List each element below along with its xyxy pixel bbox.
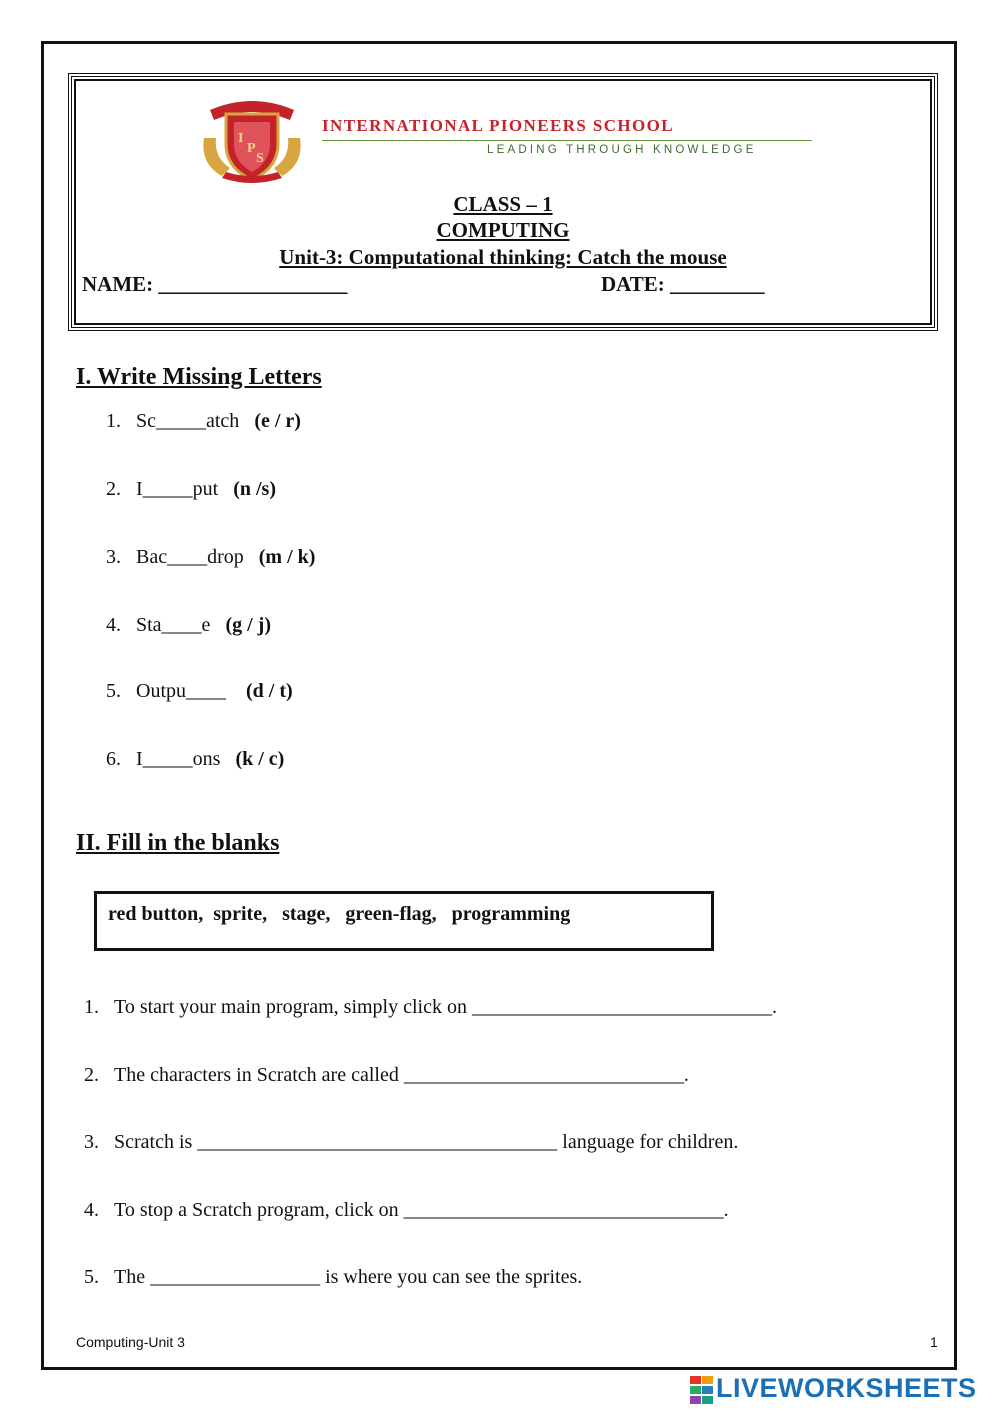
footer-page-number: 1	[930, 1334, 938, 1350]
svg-text:I: I	[238, 131, 244, 146]
school-name: INTERNATIONAL PIONEERS SCHOOL	[322, 116, 675, 135]
item-word: I_____ons	[136, 748, 221, 770]
item-options: (e / r)	[254, 410, 301, 432]
item-sentence: The characters in Scratch are called ____________________________.	[114, 1064, 689, 1086]
item-sentence: To start your main program, simply click on ______________________________.	[114, 996, 777, 1018]
item-word: Bac____drop	[136, 546, 244, 568]
missing-letter-item	[106, 614, 271, 637]
item-number: 5.	[106, 680, 121, 702]
unit-heading: Unit-3: Computational thinking: Catch the mouse	[279, 245, 727, 269]
item-sentence: Scratch is ____________________________________ language for children.	[114, 1131, 739, 1153]
item-options: (n /s)	[233, 478, 277, 500]
fill-blank-item	[84, 1131, 738, 1154]
missing-letter-item	[106, 680, 293, 703]
item-word: Sta____e	[136, 614, 211, 636]
missing-letter-item	[106, 410, 301, 433]
school-crest-logo	[200, 94, 304, 186]
missing-letter-item	[106, 478, 276, 501]
svg-text:S: S	[256, 151, 264, 166]
item-options: (k / c)	[235, 748, 285, 770]
item-number: 2.	[106, 478, 121, 500]
item-word: Outpu____	[136, 680, 226, 702]
class-heading: CLASS – 1	[453, 192, 553, 216]
item-word: Sc_____atch	[136, 410, 240, 432]
subject-heading: COMPUTING	[436, 218, 570, 242]
word-bank: red button, sprite, stage, green-flag, programming	[108, 903, 571, 925]
name-field: NAME: __________________	[82, 272, 348, 296]
footer-unit-label: Computing-Unit 3	[76, 1334, 185, 1350]
item-number: 1.	[84, 996, 99, 1018]
item-number: 3.	[84, 1131, 99, 1153]
item-sentence: The _________________ is where you can see the sprites.	[114, 1266, 583, 1288]
item-number: 1.	[106, 410, 121, 432]
item-options: (g / j)	[225, 614, 271, 636]
item-number: 4.	[84, 1199, 99, 1221]
fill-blank-item	[84, 1266, 582, 1289]
school-name-divider	[322, 140, 812, 141]
item-number: 4.	[106, 614, 121, 636]
missing-letter-item	[106, 546, 315, 569]
liveworksheets-logo-icon	[690, 1376, 714, 1404]
liveworksheets-watermark[interactable]: LIVEWORKSHEETS	[716, 1373, 977, 1403]
item-number: 6.	[106, 748, 121, 770]
date-field: DATE: _________	[601, 272, 765, 296]
item-number: 2.	[84, 1064, 99, 1086]
fill-blank-item	[84, 1064, 689, 1087]
fill-blank-item	[84, 1199, 729, 1222]
item-word: I_____put	[136, 478, 219, 500]
missing-letter-item	[106, 748, 284, 771]
section-2-title: II. Fill in the blanks	[76, 830, 280, 856]
school-tagline: LEADING THROUGH KNOWLEDGE	[487, 144, 757, 156]
section-1-title: I. Write Missing Letters	[76, 364, 322, 390]
svg-text:P: P	[247, 141, 256, 156]
item-sentence: To stop a Scratch program, click on ________________________________.	[114, 1199, 729, 1221]
item-number: 3.	[106, 546, 121, 568]
item-options: (d / t)	[246, 680, 293, 702]
item-number: 5.	[84, 1266, 99, 1288]
fill-blank-item	[84, 996, 777, 1019]
item-options: (m / k)	[258, 546, 316, 568]
